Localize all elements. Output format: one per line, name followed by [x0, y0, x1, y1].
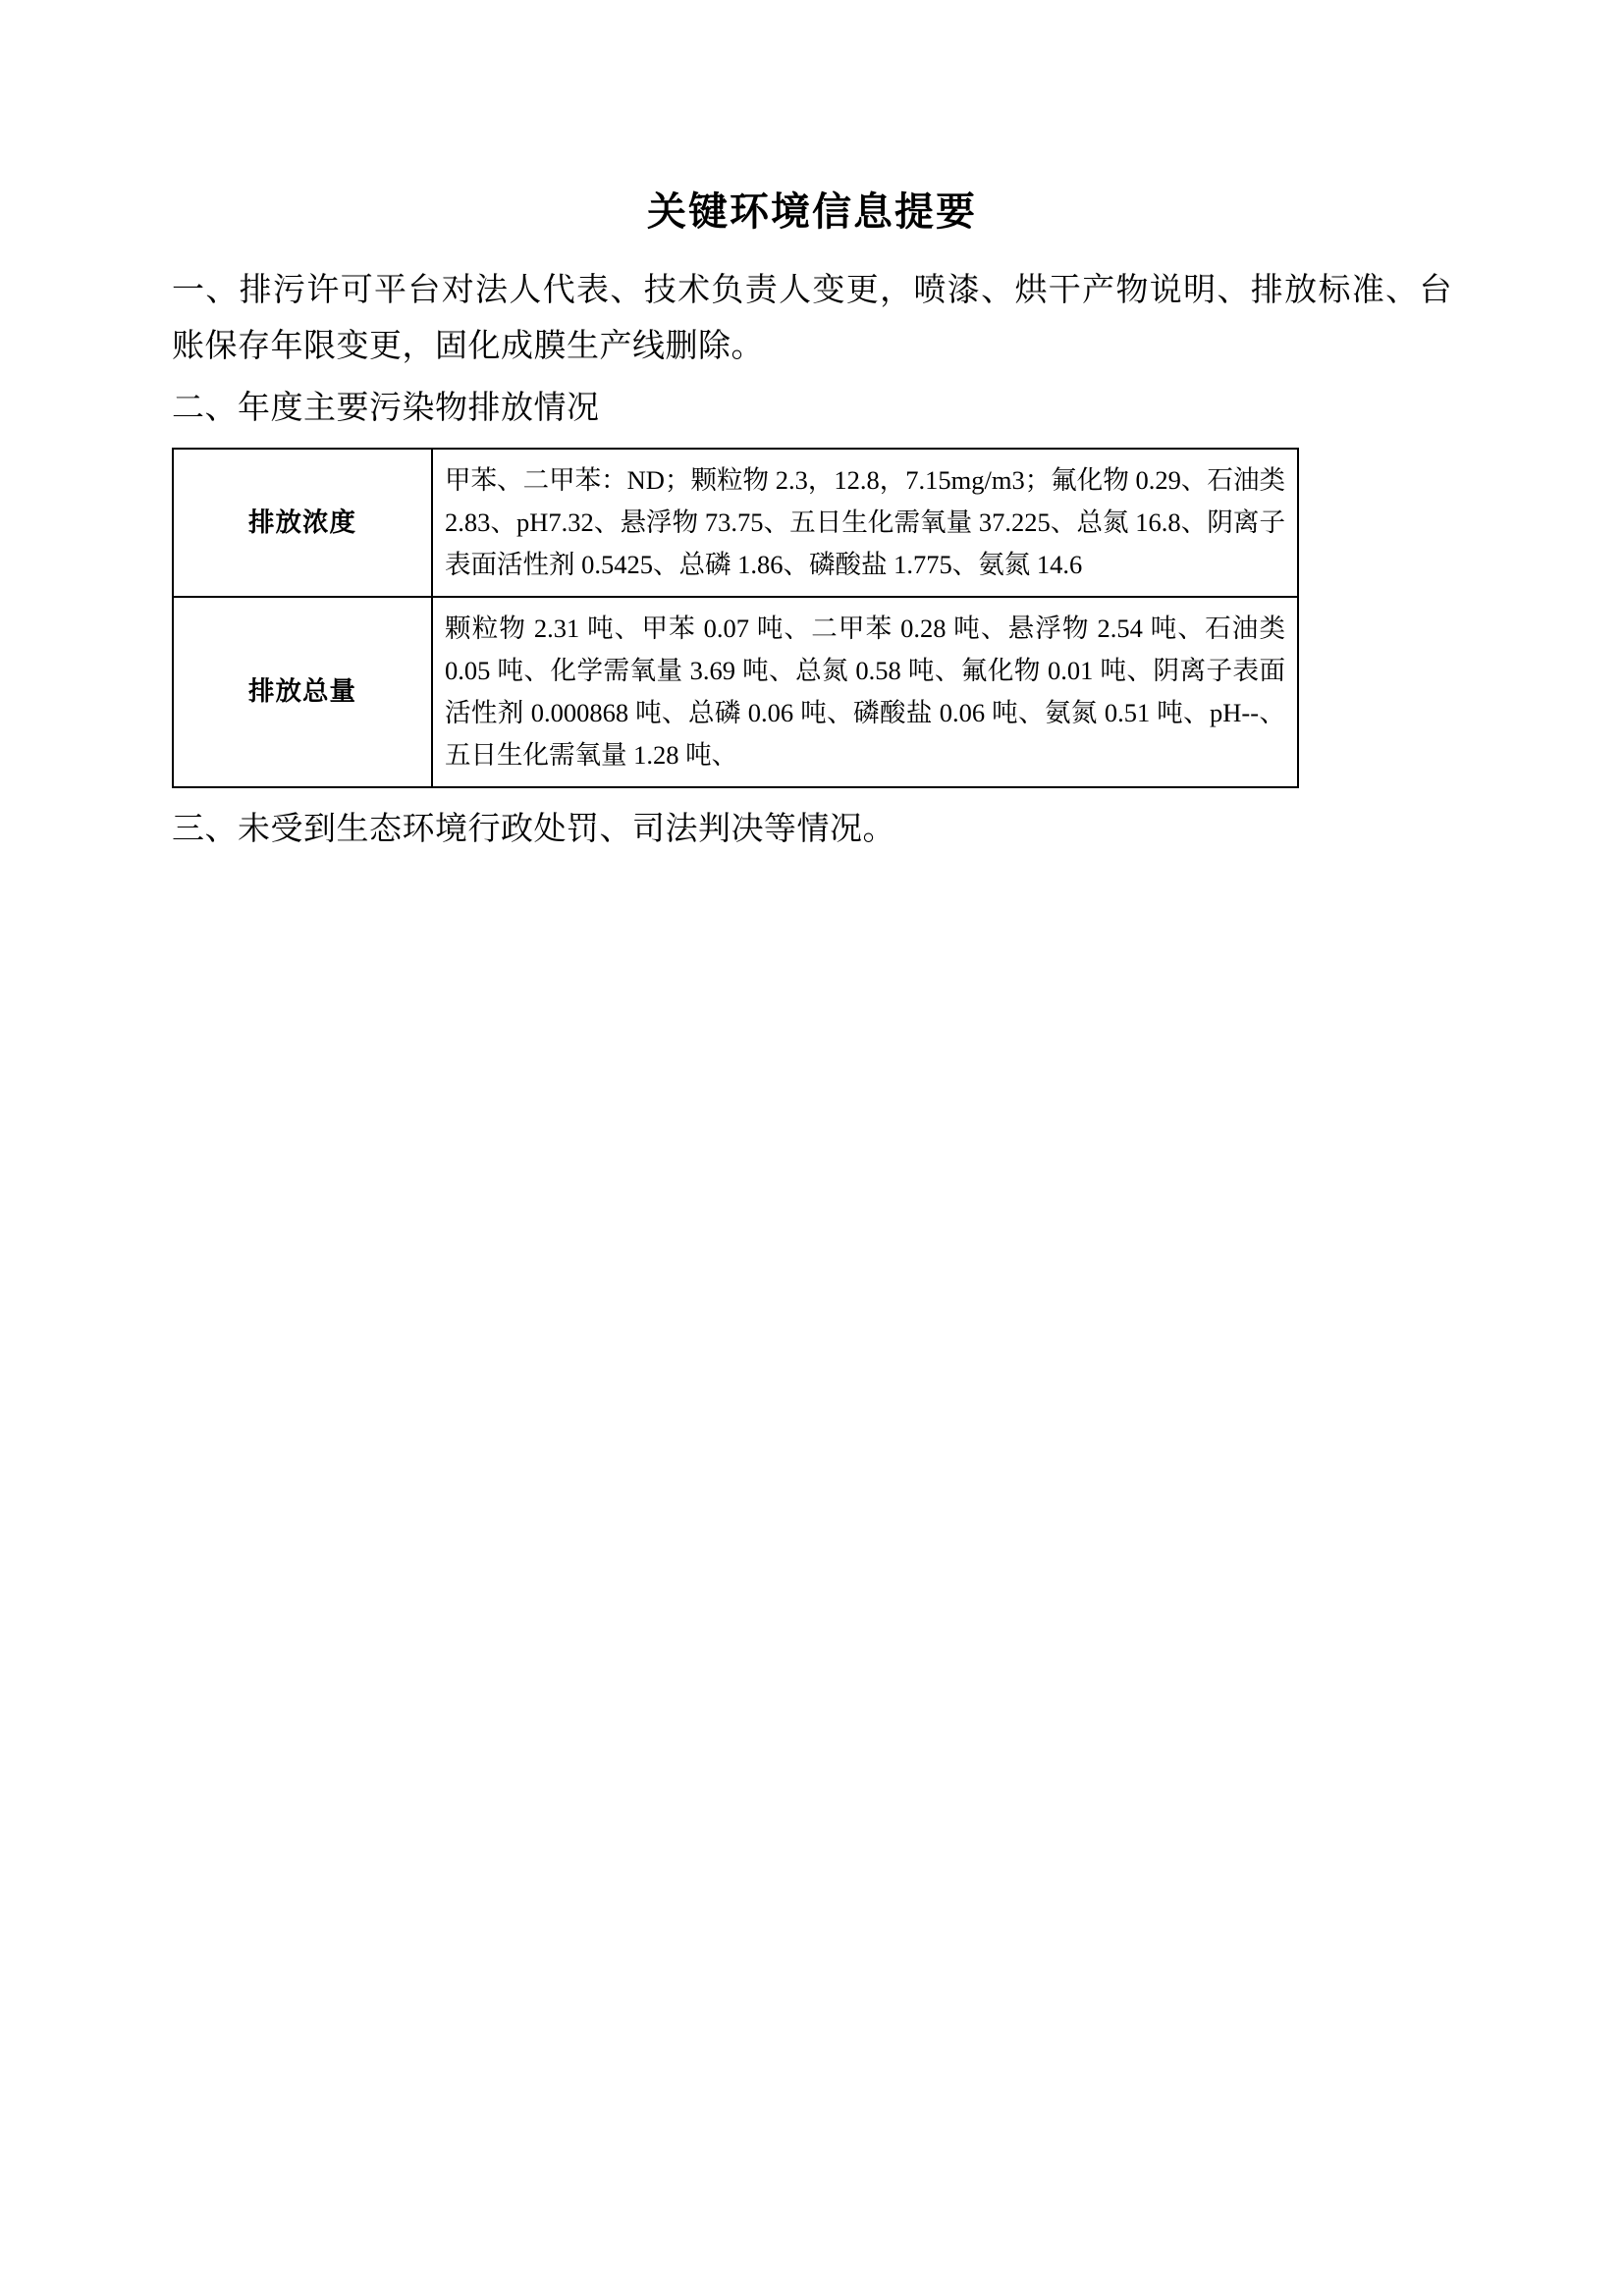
emission-table — [172, 448, 1299, 787]
row-label-total: 排放总量 — [173, 597, 432, 787]
table-row — [173, 597, 1298, 787]
emission-table-wrapper — [172, 448, 1452, 787]
row-label-concentration: 排放浓度 — [173, 449, 432, 597]
row-value-total: 颗粒物 2.31 吨、甲苯 0.07 吨、二甲苯 0.28 吨、悬浮物 2.54 吨、石油类 0.05 吨、化学需氧量 3.69 吨、总氮 0.58 吨、氟化物 0.01 吨、阴离子表面活性剂 0.000868 吨、总磷 0.06 吨、磷酸盐 0.06 吨、氨氮 0.51 吨、pH--、五日生化需氧量 1.28 吨、 — [432, 597, 1298, 787]
page-title: 关键环境信息提要 — [647, 189, 977, 234]
table-row — [173, 449, 1298, 597]
row-value-concentration: 甲苯、二甲苯：ND；颗粒物 2.3，12.8，7.15mg/m3；氟化物 0.29、石油类 2.83、pH7.32、悬浮物 73.75、五日生化需氧量 37.225、总氮 16.8、阴离子表面活性剂 0.5425、总磷 1.86、磷酸盐 1.775、氨氮 14.6 — [432, 449, 1298, 597]
paragraph-section-three: 三、未受到生态环境行政处罚、司法判决等情况。 — [172, 811, 895, 847]
paragraph-section-one: 一、排污许可平台对法人代表、技术负责人变更，喷漆、烘干产物说明、排放标准、台账保存年限变更，固化成膜生产线删除。 — [172, 273, 1452, 364]
paragraph-section-two: 二、年度主要污染物排放情况 — [172, 390, 600, 426]
